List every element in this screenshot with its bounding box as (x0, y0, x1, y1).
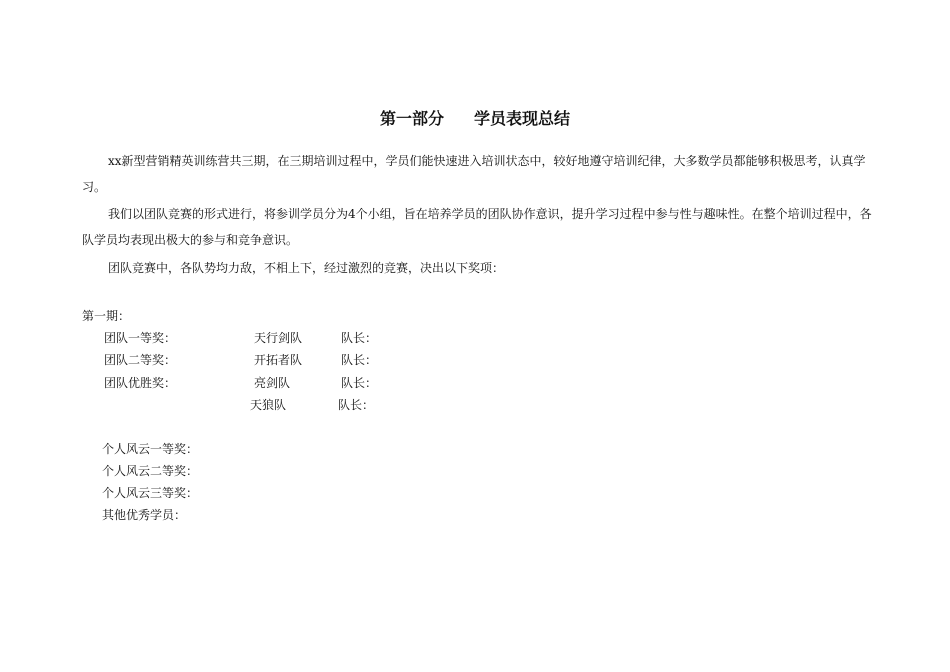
team-name: 天行剑队 (254, 331, 303, 345)
team-award-label: 团队一等奖： (104, 331, 177, 345)
period-label: 第一期： (82, 309, 131, 323)
captain-label: 队长： (341, 376, 378, 390)
team-award-label: 团队二等奖： (104, 353, 177, 367)
team-name: 亮剑队 (254, 376, 291, 390)
heading-title: 学员表现总结 (474, 109, 571, 128)
captain-label: 队长： (341, 331, 378, 345)
team-name: 开拓者队 (254, 353, 303, 367)
heading-part: 第一部分 (379, 109, 444, 128)
section-heading (0, 106, 950, 129)
individual-award-label: 个人风云一等奖： (102, 442, 199, 456)
captain-label: 队长： (341, 353, 378, 367)
paragraph-intro: xx新型营销精英训练营共三期，在三期培训过程中，学员们能快速进入培训状态中，较好地遵守培训纪律，大多数学员都能够积极思考，认真学习。 (82, 154, 866, 194)
team-award-label: 团队优胜奖： (104, 376, 177, 390)
paragraph-competition: 团队竞赛中，各队势均力敌，不相上下，经过激烈的竞赛，决出以下奖项： (108, 261, 505, 275)
individual-award-label: 其他优秀学员： (102, 508, 187, 522)
captain-label: 队长： (338, 398, 375, 412)
paragraph-format: 我们以团队竞赛的形式进行，将参训学员分为4个小组，旨在培养学员的团队协作意识，提升学习过程中参与性与趣味性。在整个培训过程中，各队学员均表现出极大的参与和竞争意识。 (82, 207, 872, 247)
individual-award-label: 个人风云三等奖： (102, 486, 199, 500)
team-name: 天狼队 (250, 398, 287, 412)
individual-award-label: 个人风云二等奖： (102, 464, 199, 478)
